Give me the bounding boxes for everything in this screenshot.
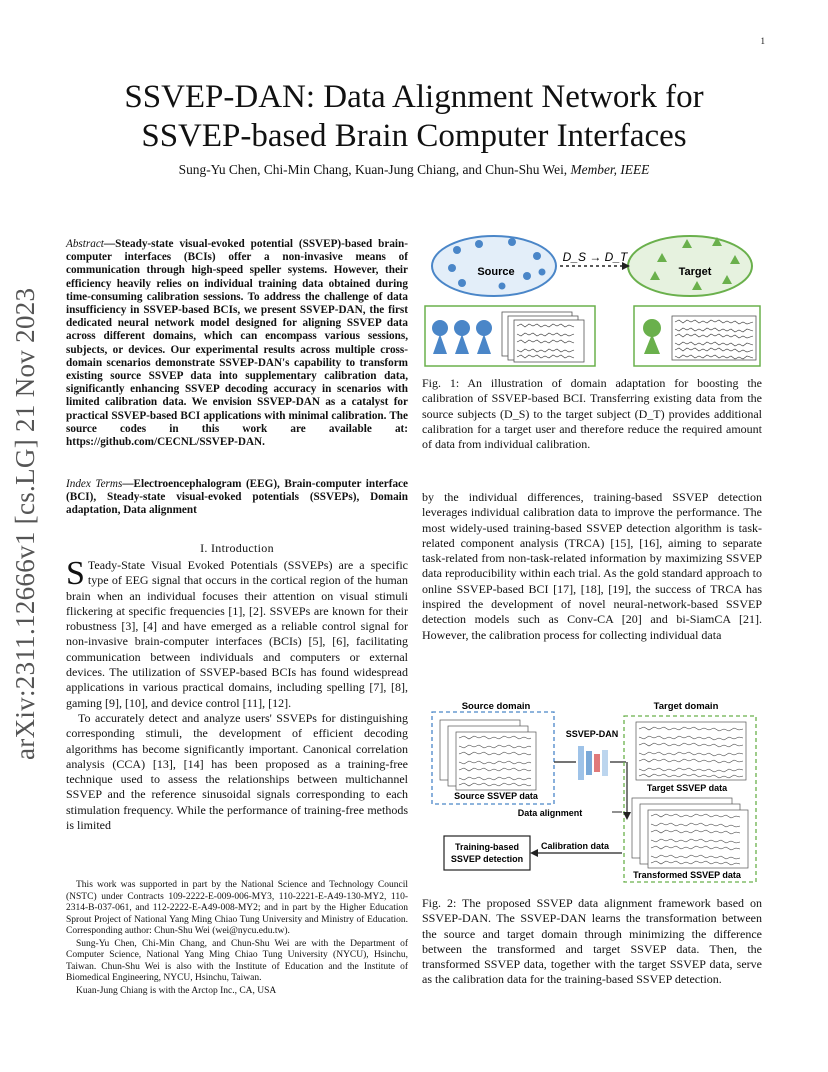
source-label: Source	[477, 266, 515, 278]
authors-names: Sung-Yu Chen, Chi-Min Chang, Kuan-Jung Chiang, and Chun-Shu Wei,	[178, 162, 568, 177]
ssvep-dan-network-icon	[578, 746, 608, 780]
index-terms	[66, 478, 408, 518]
footnote-arctop: Kuan-Jung Chiang is with the Arctop Inc., CA, USA	[76, 985, 277, 996]
transformed-ssvep-data-label: Transformed SSVEP data	[633, 870, 741, 880]
transformed-eeg-stack	[632, 798, 748, 868]
source-eeg-stack	[502, 312, 584, 362]
calibration-arrowhead	[530, 849, 538, 857]
target-ssvep-data-label: Target SSVEP data	[646, 783, 728, 793]
index-terms-text: —Electroencephalogram (EEG), Brain-computer interface (BCI), Steady-state visual-evoked potentials (SSVEPs), Domain adaptation, Data alignment	[66, 478, 408, 517]
author-list	[60, 162, 768, 178]
title-line-1: SSVEP-DAN: Data Alignment Network for	[124, 79, 704, 115]
calibration-data-label: Calibration data	[540, 841, 610, 851]
ssvep-dan-label: SSVEP-DAN	[565, 729, 619, 739]
footnote-affiliations: Sung-Yu Chen, Chi-Min Chang, and Chun-Shu Wei are with the Department of Computer Science, National Yang Ming Chiao Tung University (NYCU), Hsinchu, Taiwan. Chun-Shu Wei is also with the Institute of Education and the Institute of Biomedical Engineering, NYCU, Hsinchu, Taiwan.	[66, 938, 408, 983]
authors-membership: Member, IEEE	[570, 162, 650, 177]
abstract-label: Abstract	[66, 238, 104, 250]
title-line-2: SSVEP-based Brain Computer Interfaces	[141, 118, 687, 154]
paper-title	[60, 78, 768, 156]
intro-paragraph-2: To accurately detect and analyze users' SSVEPs for distinguishing corresponding stimuli, the development of efficient decoding algorithms has become significantly important. Canonical correlation analysis (CCA) [13], [14] has been proposed as a training-free technique used to assess the relationships between multichannel SSVEP and the reference sinusoidal signals corresponding to each stimulation frequency. While the performance of training-free methods is limited	[66, 710, 408, 833]
training-based-label: Training-based	[454, 842, 520, 852]
source-domain-label: Source domain	[461, 701, 531, 712]
section-heading-introduction: I. Introduction	[200, 541, 274, 555]
intro-p1-text: Teady-State Visual Evoked Potentials (SSVEPs) are a specific type of EEG signal that occurs in the cortical region of the human brain when an individual focuses their attention on visual stimuli flickering at specific frequencies [1], [2]. SSVEPs are known for their robustness [3], [4] and have emerged as a reliable control signal for non-invasive brain-computer interfaces (BCIs) [5], [6], facilitating communication between individuals and computers or external devices. The utilization of SSVEP-based BCIs has found widespread applications in various practical domains, including spelling [7], [8], gaming [9], [10], and device control [11], [12].	[66, 558, 408, 710]
target-domain-label: Target domain	[653, 701, 719, 712]
footnotes	[66, 880, 408, 998]
adaptation-arrow-label: D_S → D_T	[562, 250, 628, 264]
data-alignment-label: Data alignment	[517, 808, 583, 818]
intro-paragraph-1	[66, 555, 408, 711]
source-ssvep-data-label: Source SSVEP data	[454, 791, 538, 801]
index-terms-label: Index Terms	[66, 478, 123, 490]
abstract-text: —Steady-state visual-evoked potential (SSVEP)-based brain-computer interfaces (BCIs) offer a non-invasive means of communication through high-speed speller systems. However, their efficiency heavily relies on individual training data obtained during time-consuming calibration sessions. To address the challenge of data insufficiency in SSVEP-based BCIs, we present SSVEP-DAN, the first dedicated neural network model designed for aligning SSVEP data across different domains, which can encompass various sessions, subjects, or devices. Our experimental results across multiple cross-domain scenarios demonstrate SSVEP-DAN's capability to transform existing source SSVEP data into supplementary calibration data, significantly enhancing SSVEP decoding accuracy in scenarios with limited calibration data. We envision SSVEP-DAN as a catalyst for practical SSVEP-based BCI applications with minimal calibration. The source codes in this work are available at: https://github.com/CECNL/SSVEP-DAN.	[66, 238, 408, 449]
figure-1-domain-adaptation	[422, 228, 762, 370]
arxiv-identifier[interactable]: arXiv:2311.12666v1 [cs.LG] 21 Nov 2023	[10, 287, 40, 760]
ssvep-detection-label: SSVEP detection	[450, 854, 524, 864]
abstract	[66, 238, 408, 449]
figure-1-caption: Fig. 1: An illustration of domain adaptation for boosting the calibration of SSVEP-based BCI. Transferring existing data from the source subjects (D_S) to the target subject (D_T) provides additional calibration for a target user and therefore reduce the required amount of data from individual calibration.	[422, 376, 762, 452]
footnote-funding: This work was supported in part by the National Science and Technology Council (NSTC) under Contracts 109-2222-E-009-006-MY3, 110-2221-E-A49-130-MY2, 110-2314-B-037-061, and 112-2222-E-A49-008-MY2; and in part by the Higher Education Sprout Project of National Yang Ming Chiao Tung University and Ministry of Education. Corresponding author: Chun-Shu Wei (wei@nycu.edu.tw).	[66, 880, 408, 936]
target-eeg	[636, 722, 746, 780]
introduction-body	[66, 555, 408, 833]
drop-cap: S	[66, 555, 85, 592]
target-label: Target	[678, 266, 712, 278]
source-subject-icons	[432, 320, 492, 354]
right-column-body: by the individual differences, training-based SSVEP detection leverages individual calibration data to improve the performance. The most widely-used training-based SSVEP detection algorithm is task-related component analysis (TRCA) [15], [16], aiming to separate task-related from non-task-related information by maximizing SSVEP data reproducibility within each trial. As the gold standard approach to online SSVEP-based BCI [17], [18], [19], the success of TRCA has inspired the development of novel neural-network-based SSVEP detection models such as Conv-CA [20] and bi-SiamCA [21]. However, the calibration process for collecting individual data	[422, 490, 762, 642]
source-eeg-stack	[440, 720, 536, 790]
target-eeg	[672, 316, 756, 360]
figure-2-caption: Fig. 2: The proposed SSVEP data alignment framework based on SSVEP-DAN. The SSVEP-DAN learns the transformation between the source and target domain through minimizing the difference between the transformed and target SSVEP data. Then, the transformed SSVEP data, together with the target SSVEP data, serve as the calibration data for the training-based SSVEP detection.	[422, 896, 762, 987]
figure-2-framework	[426, 696, 762, 884]
page-number: 1	[760, 36, 765, 46]
